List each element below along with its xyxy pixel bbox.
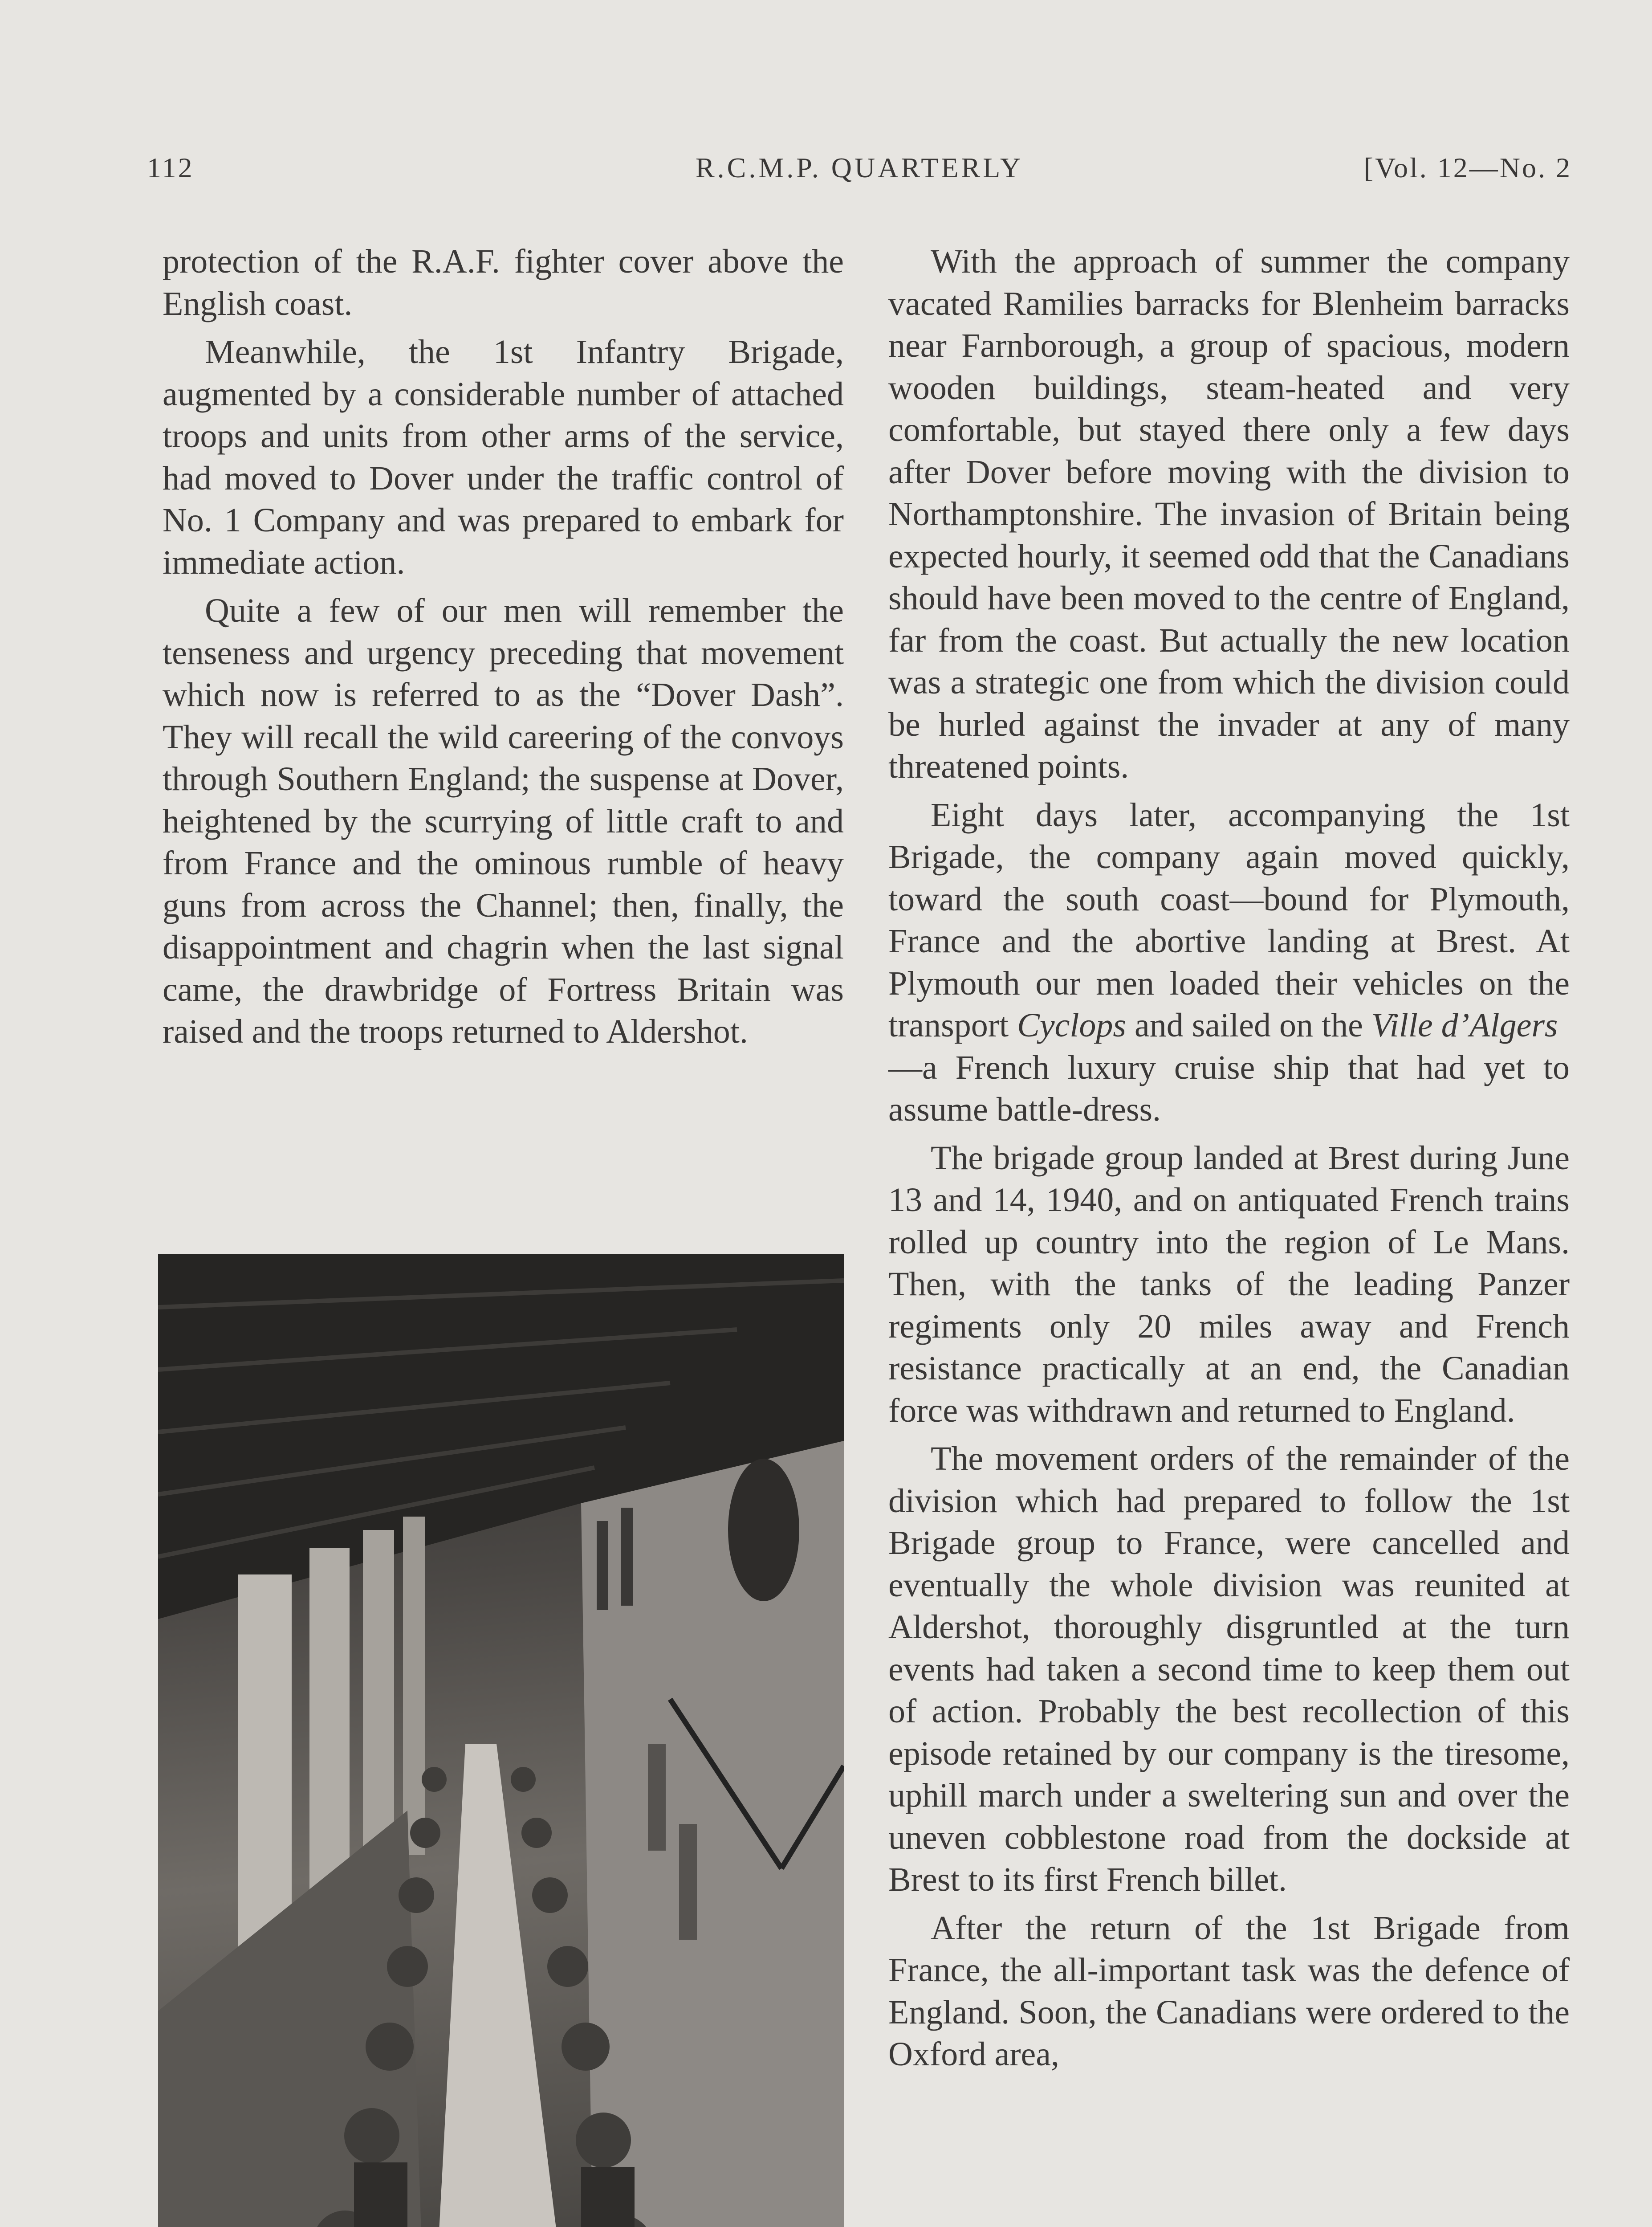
running-head <box>147 151 1572 192</box>
paragraph-text: and sailed on the <box>1135 1007 1363 1044</box>
volume-issue: [Vol. 12—No. 2 <box>1363 152 1572 184</box>
ship-name: Cyclops <box>1017 1007 1127 1044</box>
paragraph: The movement orders of the remainder of the division which had prepared to follow the 1st Brigade group to France, were cancelled and eventually the whole division was reunited at Aldershot, thoroughly disgruntled at the turn events had taken a second time to keep them out of action. Probably the best recollection of this episode retained by our company is the tiresome, uphill march under a sweltering sun and over the uneven cobblestone road from the dockside at Brest to its first French billet. <box>888 1440 1570 1898</box>
paragraph <box>888 794 1570 1131</box>
right-column <box>888 241 1570 2076</box>
paragraph: After the return of the 1st Brigade from France, the all-important task was the defence of England. Soon, the Canadians were ordered to the Oxford area, <box>888 1909 1570 2073</box>
paragraph: With the approach of summer the company vacated Ramilies barracks for Blenheim barracks near Farnborough, a group of spacious, modern wooden buildings, steam-heated and very comfortable, but stayed there only a few days after Dover before moving with the division to Northamptonshire. The invasion of Britain being expected hourly, it seemed odd that the Canadians should have been moved to the centre of England, far from the coast. But actually the new location was a strategic one from which the division could be hurled against the invader at any of many threatened points. <box>888 243 1570 785</box>
paragraph: protection of the R.A.F. fighter cover above the English coast. <box>163 243 844 322</box>
paragraph-text: —a French luxury cruise ship that had yet to assume battle-dress. <box>888 1048 1570 1128</box>
paragraph: Quite a few of our men will remember the tenseness and urgency preceding that movement which now is referred to as the “Dover Dash”. They will recall the wild careering of the convoys through Southern England; the suspense at Dover, heightened by the scurrying of little craft to and from France and the ominous rumble of heavy guns from across the Channel; then, finally, the disappointment and chagrin when the last signal came, the drawbridge of Fortress Britain was raised and the troops returned to Aldershot. <box>163 592 844 1050</box>
journal-title: R.C.M.P. QUARTERLY <box>695 152 1024 184</box>
photograph-mess-tin-repast <box>158 1254 844 2227</box>
paragraph-text: Eight days later, accompanying the 1st Brigade, the company again moved quickly, toward the south coast—bound for Plymouth, France and the abortive landing at Brest. At Plymouth our men loaded their vehicles on the transport <box>888 796 1570 1044</box>
photo-illustration <box>158 1254 844 2227</box>
page-number: 112 <box>147 152 194 184</box>
left-column <box>163 241 844 1053</box>
ship-name: Ville d’Algers <box>1371 1007 1558 1044</box>
paragraph: The brigade group landed at Brest during June 13 and 14, 1940, and on antiquated French trains rolled up country into the region of Le Mans. Then, with the tanks of the leading Panzer regiments only 20 miles away and French resistance practically at an end, the Canadian force was withdrawn and returned to England. <box>888 1139 1570 1429</box>
paragraph: Meanwhile, the 1st Infantry Brigade, augmented by a considerable number of attached troops and units from other arms of the service, had moved to Dover under the traffic control of No. 1 Company and was prepared to embark for immediate action. <box>163 333 844 581</box>
